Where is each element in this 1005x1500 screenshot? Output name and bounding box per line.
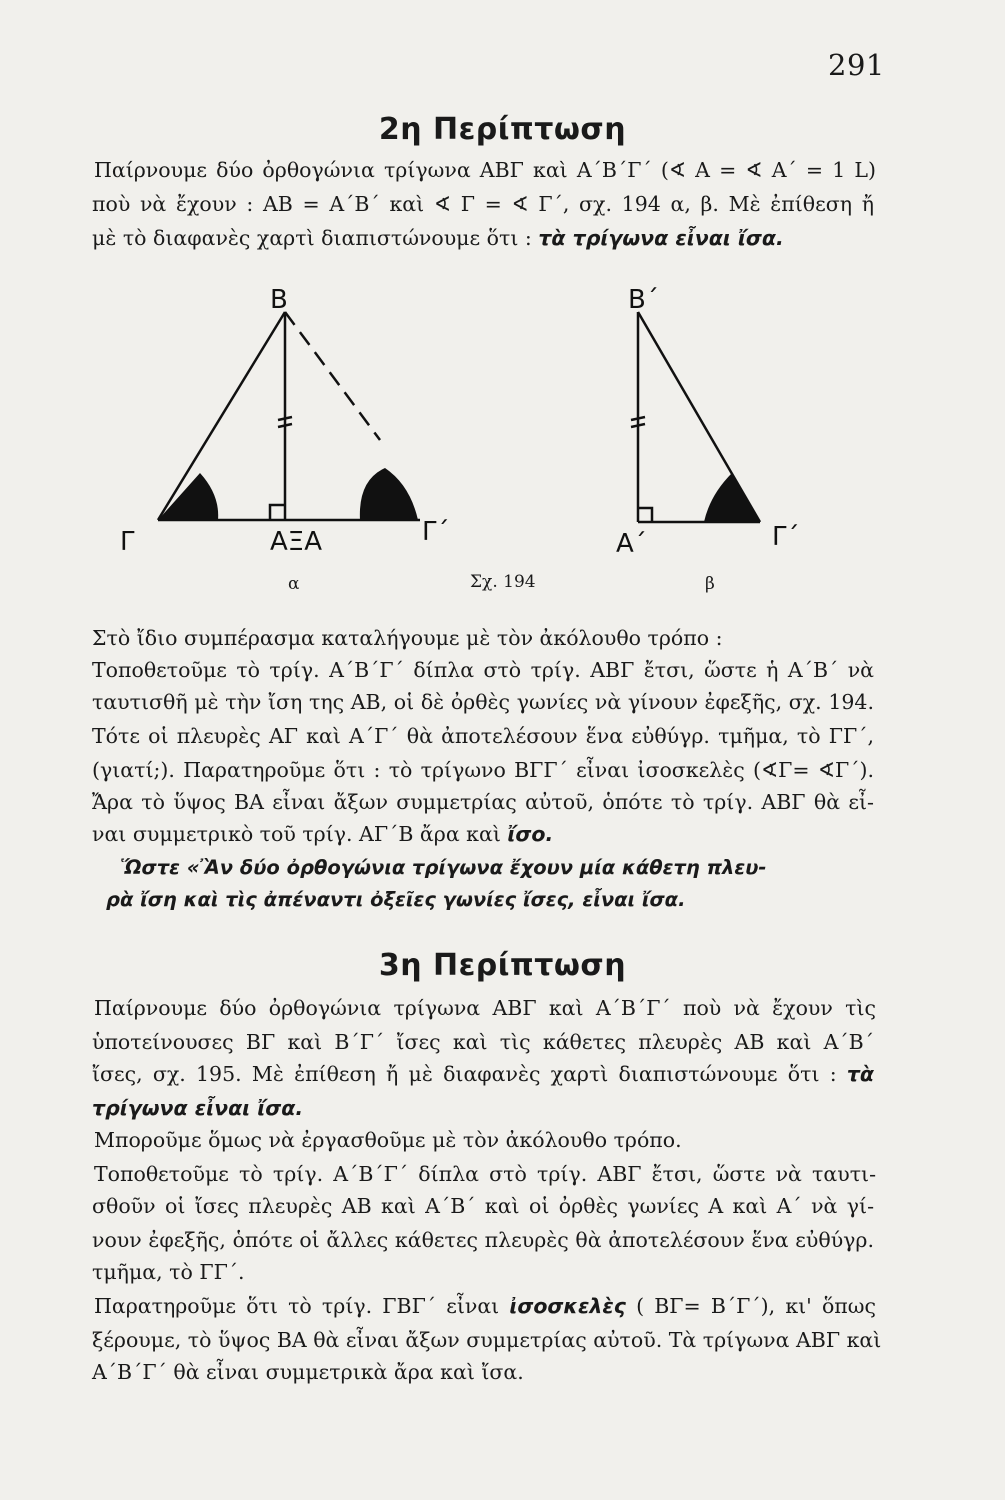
text-line	[92, 1064, 874, 1085]
text-line: Μποροῦμε ὅμως νὰ ἐργασθοῦμε μὲ τὸν ἀκόλουθο τρόπο.	[94, 1128, 682, 1152]
text-line: Α΄Β΄Γ΄ θὰ εἶναι συμμετρικὰ ἄρα καὶ ἴσα.	[92, 1360, 524, 1384]
theorem-line: Ὥστε «Ἂν δύο ὀρθογώνια τρίγωνα ἔχουν μία κάθετη πλευ-	[120, 856, 767, 879]
text-line: Ἄρα τὸ ὕψος ΒΑ εἶναι ἄξων συμμετρίας αὐτοῦ, ὁπότε τὸ τρίγ. ΑΒΓ θὰ εἶ-	[92, 790, 874, 814]
text-line	[92, 824, 874, 845]
angle-mark-gamma-prime	[360, 468, 418, 520]
figure-caption: Σχ. 194	[470, 572, 536, 592]
text-line: ὑποτείνουσες ΒΓ καὶ Β΄Γ΄ ἴσες καὶ τὶς κάθετες πλευρὲς ΑΒ καὶ Α΄Β΄	[92, 1030, 874, 1054]
text-line: ποὺ νὰ ἔχουν : ΑΒ = Α΄Β΄ καὶ ∢ Γ = ∢ Γ΄, σχ. 194 α, β. Μὲ ἐπίθεση ἤ	[92, 192, 874, 216]
page-number: 291	[828, 48, 885, 82]
angle-mark-gamma	[158, 473, 218, 520]
vertex-label-b-prime: Β΄	[628, 285, 659, 315]
text-line: Τοποθετοῦμε τὸ τρίγ. Α΄Β΄Γ΄ δίπλα στὸ τρίγ. ΑΒΓ ἔτσι, ὥστε ἡ Α΄Β΄ νὰ	[92, 658, 874, 682]
text-line: ξέρουμε, τὸ ὕψος ΒΑ θὰ εἶναι ἄξων συμμετρίας αὐτοῦ. Τὰ τρίγωνα ΑΒΓ καὶ	[92, 1328, 882, 1352]
caption-b: β	[705, 574, 715, 594]
text-fragment: ναι συμμετρικὸ τοῦ τρίγ. ΑΓ΄Β ἄρα καὶ	[92, 822, 501, 846]
text-line: (γιατί;). Παρατηροῦμε ὅτι : τὸ τρίγωνο ΒΓΓ΄ εἶναι ἰσοσκελὲς (∢Γ= ∢Γ΄).	[92, 758, 874, 782]
vertex-label-b: Β	[270, 285, 288, 315]
text-line: τμῆμα, τὸ ΓΓ΄.	[92, 1260, 245, 1284]
section-heading-2: 2η Περίπτωση	[378, 112, 627, 147]
text-line: σθοῦν οἱ ἴσες πλευρὲς ΑΒ καὶ Α΄Β΄ καὶ οἱ ὀρθὲς γωνίες Α καὶ Α΄ νὰ γί-	[92, 1194, 874, 1218]
section-heading-3: 3η Περίπτωση	[378, 948, 627, 983]
bold-word: ἴσο.	[507, 822, 554, 846]
theorem-line: ρὰ ἴση καὶ τὶς ἀπέναντι ὀξεῖες γωνίες ἴσες, εἶναι ἴσα.	[106, 888, 686, 911]
bold-conclusion: τὰ τρίγωνα εἶναι ἴσα.	[538, 226, 784, 250]
text-line: νουν ἐφεξῆς, ὁπότε οἱ ἄλλες κάθετες πλευρὲς θὰ ἀποτελέσουν ἕνα εὐθύγρ.	[92, 1228, 874, 1252]
vertex-label-g-prime-b: Γ΄	[772, 522, 800, 552]
text-fragment: Παρατηροῦμε ὅτι τὸ τρίγ. ΓΒΓ΄ εἶναι	[94, 1294, 500, 1318]
text-fragment: ( ΒΓ= Β΄Γ΄), κι' ὅπως	[636, 1294, 876, 1318]
text-line	[92, 228, 874, 249]
bold-line: τρίγωνα εἶναι ἴσα.	[92, 1096, 304, 1120]
vertex-label-g: Γ	[120, 527, 135, 557]
text-line	[94, 1296, 876, 1317]
text-line: Παίρνουμε δύο ὀρθογώνια τρίγωνα ΑΒΓ καὶ Α΄Β΄Γ΄ (∢ Α = ∢ Α΄ = 1 L)	[94, 158, 876, 182]
text-line: Τοποθετοῦμε τὸ τρίγ. Α΄Β΄Γ΄ δίπλα στὸ τρίγ. ΑΒΓ ἔτσι, ὥστε νὰ ταυτι-	[94, 1162, 876, 1186]
text-line: Παίρνουμε δύο ὀρθογώνια τρίγωνα ΑΒΓ καὶ Α΄Β΄Γ΄ ποὺ νὰ ἔχουν τὶς	[94, 996, 876, 1020]
text-line: Στὸ ἴδιο συμπέρασμα καταλήγουμε μὲ τὸν ἀκόλουθο τρόπο :	[92, 626, 723, 650]
text-line: Τότε οἱ πλευρὲς ΑΓ καὶ Α΄Γ΄ θὰ ἀποτελέσουν ἕνα εὐθύγρ. τμῆμα, τὸ ΓΓ΄,	[92, 724, 874, 748]
text-fragment: ἴσες, σχ. 195. Μὲ ἐπίθεση ἤ μὲ διαφανὲς χαρτὶ διαπιστώνουμε ὅτι :	[92, 1062, 837, 1086]
caption-a: α	[288, 574, 300, 594]
angle-mark-right	[704, 473, 760, 522]
text-line: ταυτισθῆ μὲ τὴν ἴση της ΑΒ, οἱ δὲ ὀρθὲς γωνίες νὰ γίνουν ἐφεξῆς, σχ. 194.	[92, 690, 874, 714]
bold-word: ἰσοσκελὲς	[509, 1294, 626, 1318]
vertex-label-g-prime: Γ΄	[422, 517, 450, 547]
vertex-label-axa: ΑΞΑ	[270, 527, 322, 557]
bold-word: τὰ	[846, 1062, 874, 1086]
figure-194	[120, 270, 820, 570]
text-fragment: μὲ τὸ διαφανὲς χαρτὶ διαπιστώνουμε ὅτι :	[92, 226, 532, 250]
vertex-label-a-prime: Α΄	[616, 529, 647, 559]
